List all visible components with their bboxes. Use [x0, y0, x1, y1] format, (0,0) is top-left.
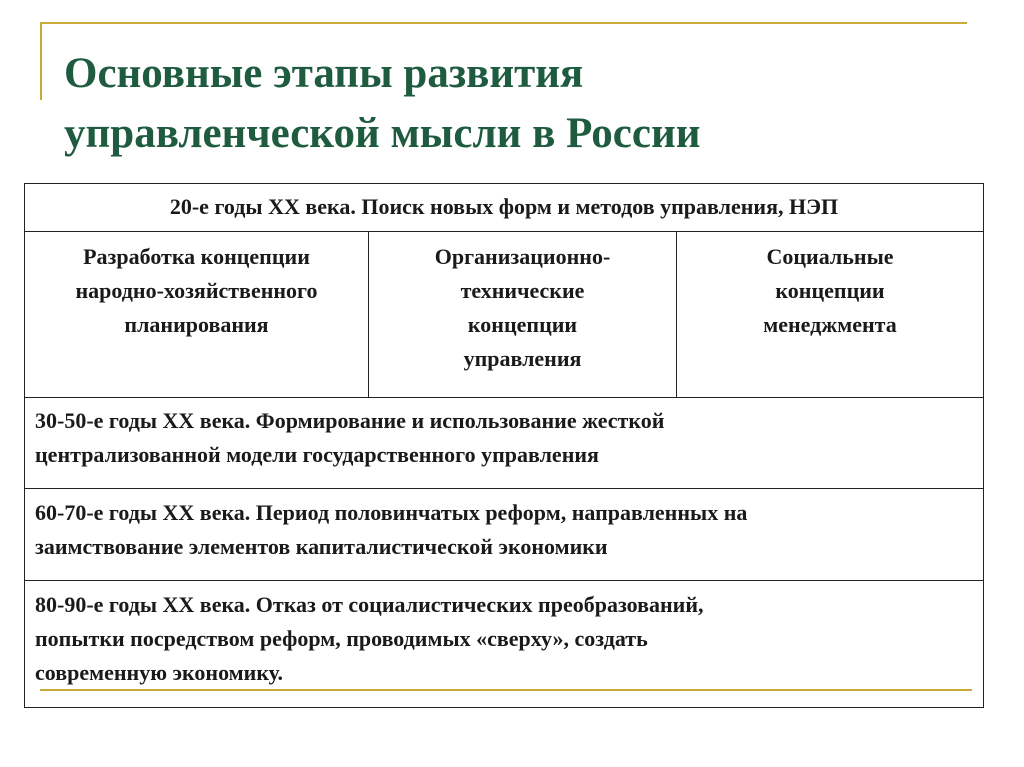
table-cell-org-technical	[369, 240, 676, 376]
title-line-1: Основные этапы развития	[64, 50, 584, 97]
table-cell-planning	[25, 240, 368, 342]
cell-line: Разработка концепции	[83, 244, 310, 269]
table-row-4	[35, 588, 975, 690]
cell-line: заимствование элементов капиталистической экономики	[35, 534, 608, 559]
table-row-divider	[25, 488, 983, 489]
table-row-1-header: 20-е годы XX века. Поиск новых форм и методов управления, НЭП	[169, 194, 839, 219]
stages-table	[24, 183, 984, 708]
cell-line: управления	[463, 346, 582, 371]
cell-line: попытки посредством реформ, проводимых «сверху», создать	[35, 626, 648, 651]
cell-line: менеджмента	[763, 312, 897, 337]
cell-line: 80-90-е годы XX века. Отказ от социалистических преобразований,	[35, 592, 704, 617]
cell-line: технические	[460, 278, 585, 303]
decor-bottom-line	[40, 689, 972, 691]
table-row-divider	[25, 580, 983, 581]
table-row-divider	[25, 231, 983, 232]
cell-line: народно-хозяйственного	[75, 278, 318, 303]
cell-line: концепции	[775, 278, 885, 303]
slide-title	[64, 44, 964, 164]
cell-line: планирования	[124, 312, 269, 337]
title-line-2: управленческой мысли в России	[64, 110, 701, 157]
cell-line: Социальные	[766, 244, 894, 269]
cell-line: Организационно-	[434, 244, 611, 269]
table-cell-social	[677, 240, 983, 342]
cell-line: централизованной модели государственного управления	[35, 442, 599, 467]
table-row-divider	[25, 397, 983, 398]
cell-line: концепции	[467, 312, 578, 337]
table-row-2	[35, 404, 975, 472]
decor-left-line	[40, 22, 42, 100]
cell-line: 30-50-е годы XX века. Формирование и использование жесткой	[35, 408, 665, 433]
cell-line: современную экономику.	[35, 660, 283, 685]
decor-top-line	[40, 22, 967, 24]
table-row-3	[35, 496, 975, 564]
cell-line: 60-70-е годы XX века. Период половинчатых реформ, направленных на	[35, 500, 748, 525]
